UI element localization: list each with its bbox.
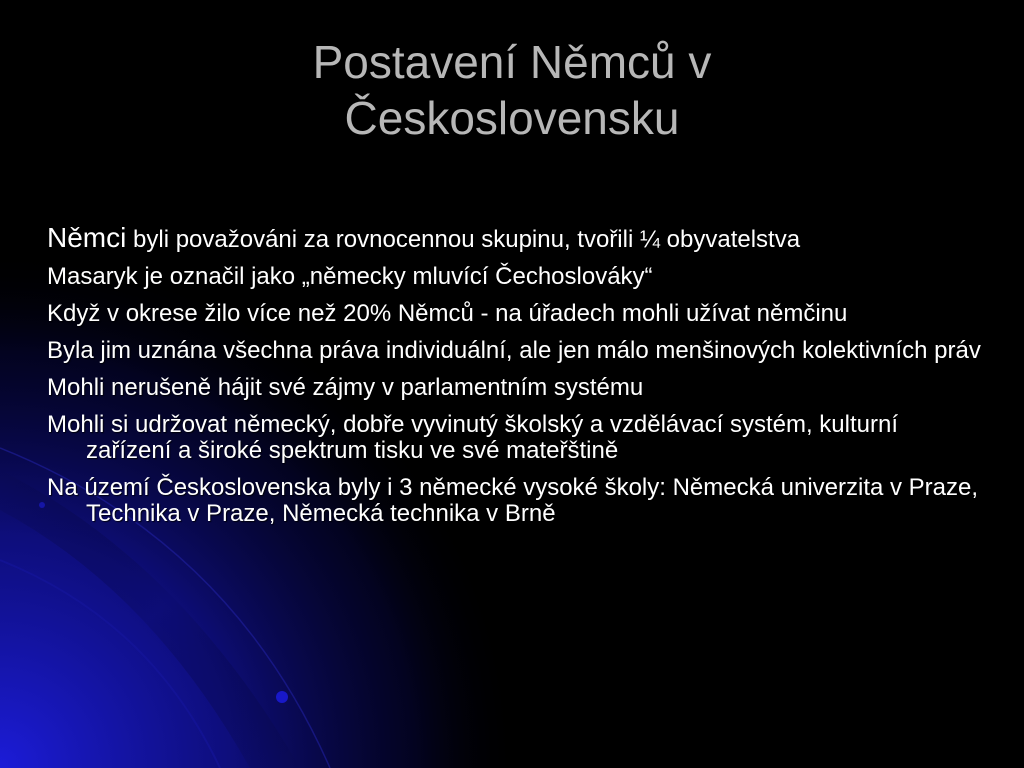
bullet-item bbox=[47, 375, 987, 401]
page-title bbox=[112, 34, 912, 146]
bullet-item bbox=[47, 222, 987, 253]
title-line-1: Postavení Němců v bbox=[312, 36, 712, 88]
bullet-item bbox=[47, 338, 987, 364]
bullet-item bbox=[47, 412, 987, 464]
bullet-list bbox=[47, 222, 987, 538]
decorative-dot-small bbox=[39, 502, 45, 508]
bullet-item bbox=[47, 264, 987, 290]
bullet-text: byli považováni za rovnocennou skupinu, tvořili ¼ obyvatelstva bbox=[126, 226, 801, 253]
bullet-text: Masaryk je označil jako „německy mluvící Čechoslováky“ bbox=[47, 263, 653, 290]
title-line-2: Československu bbox=[344, 92, 680, 144]
decorative-dot bbox=[276, 691, 288, 703]
bullet-text: Když v okrese žilo více než 20% Němců - na úřadech mohli užívat němčinu bbox=[47, 300, 848, 327]
bullet-text: Byla jim uznána všechna práva individuální, ale jen málo menšinových kolektivních práv bbox=[47, 337, 981, 364]
bullet-text: Mohli nerušeně hájit své zájmy v parlamentním systému bbox=[47, 374, 644, 401]
bullet-item bbox=[47, 475, 987, 527]
bullet-text: Mohli si udržovat německý, dobře vyvinutý školský a vzdělávací systém, kulturní zařízení a široké spektrum tisku ve své mateřštině bbox=[47, 411, 898, 464]
bullet-text: Na území Československa byly i 3 německé vysoké školy: Německá univerzita v Praze, Technika v Praze, Německá technika v Brně bbox=[47, 474, 979, 527]
bullet-item bbox=[47, 301, 987, 327]
bullet-lead-word: Němci bbox=[47, 222, 127, 253]
